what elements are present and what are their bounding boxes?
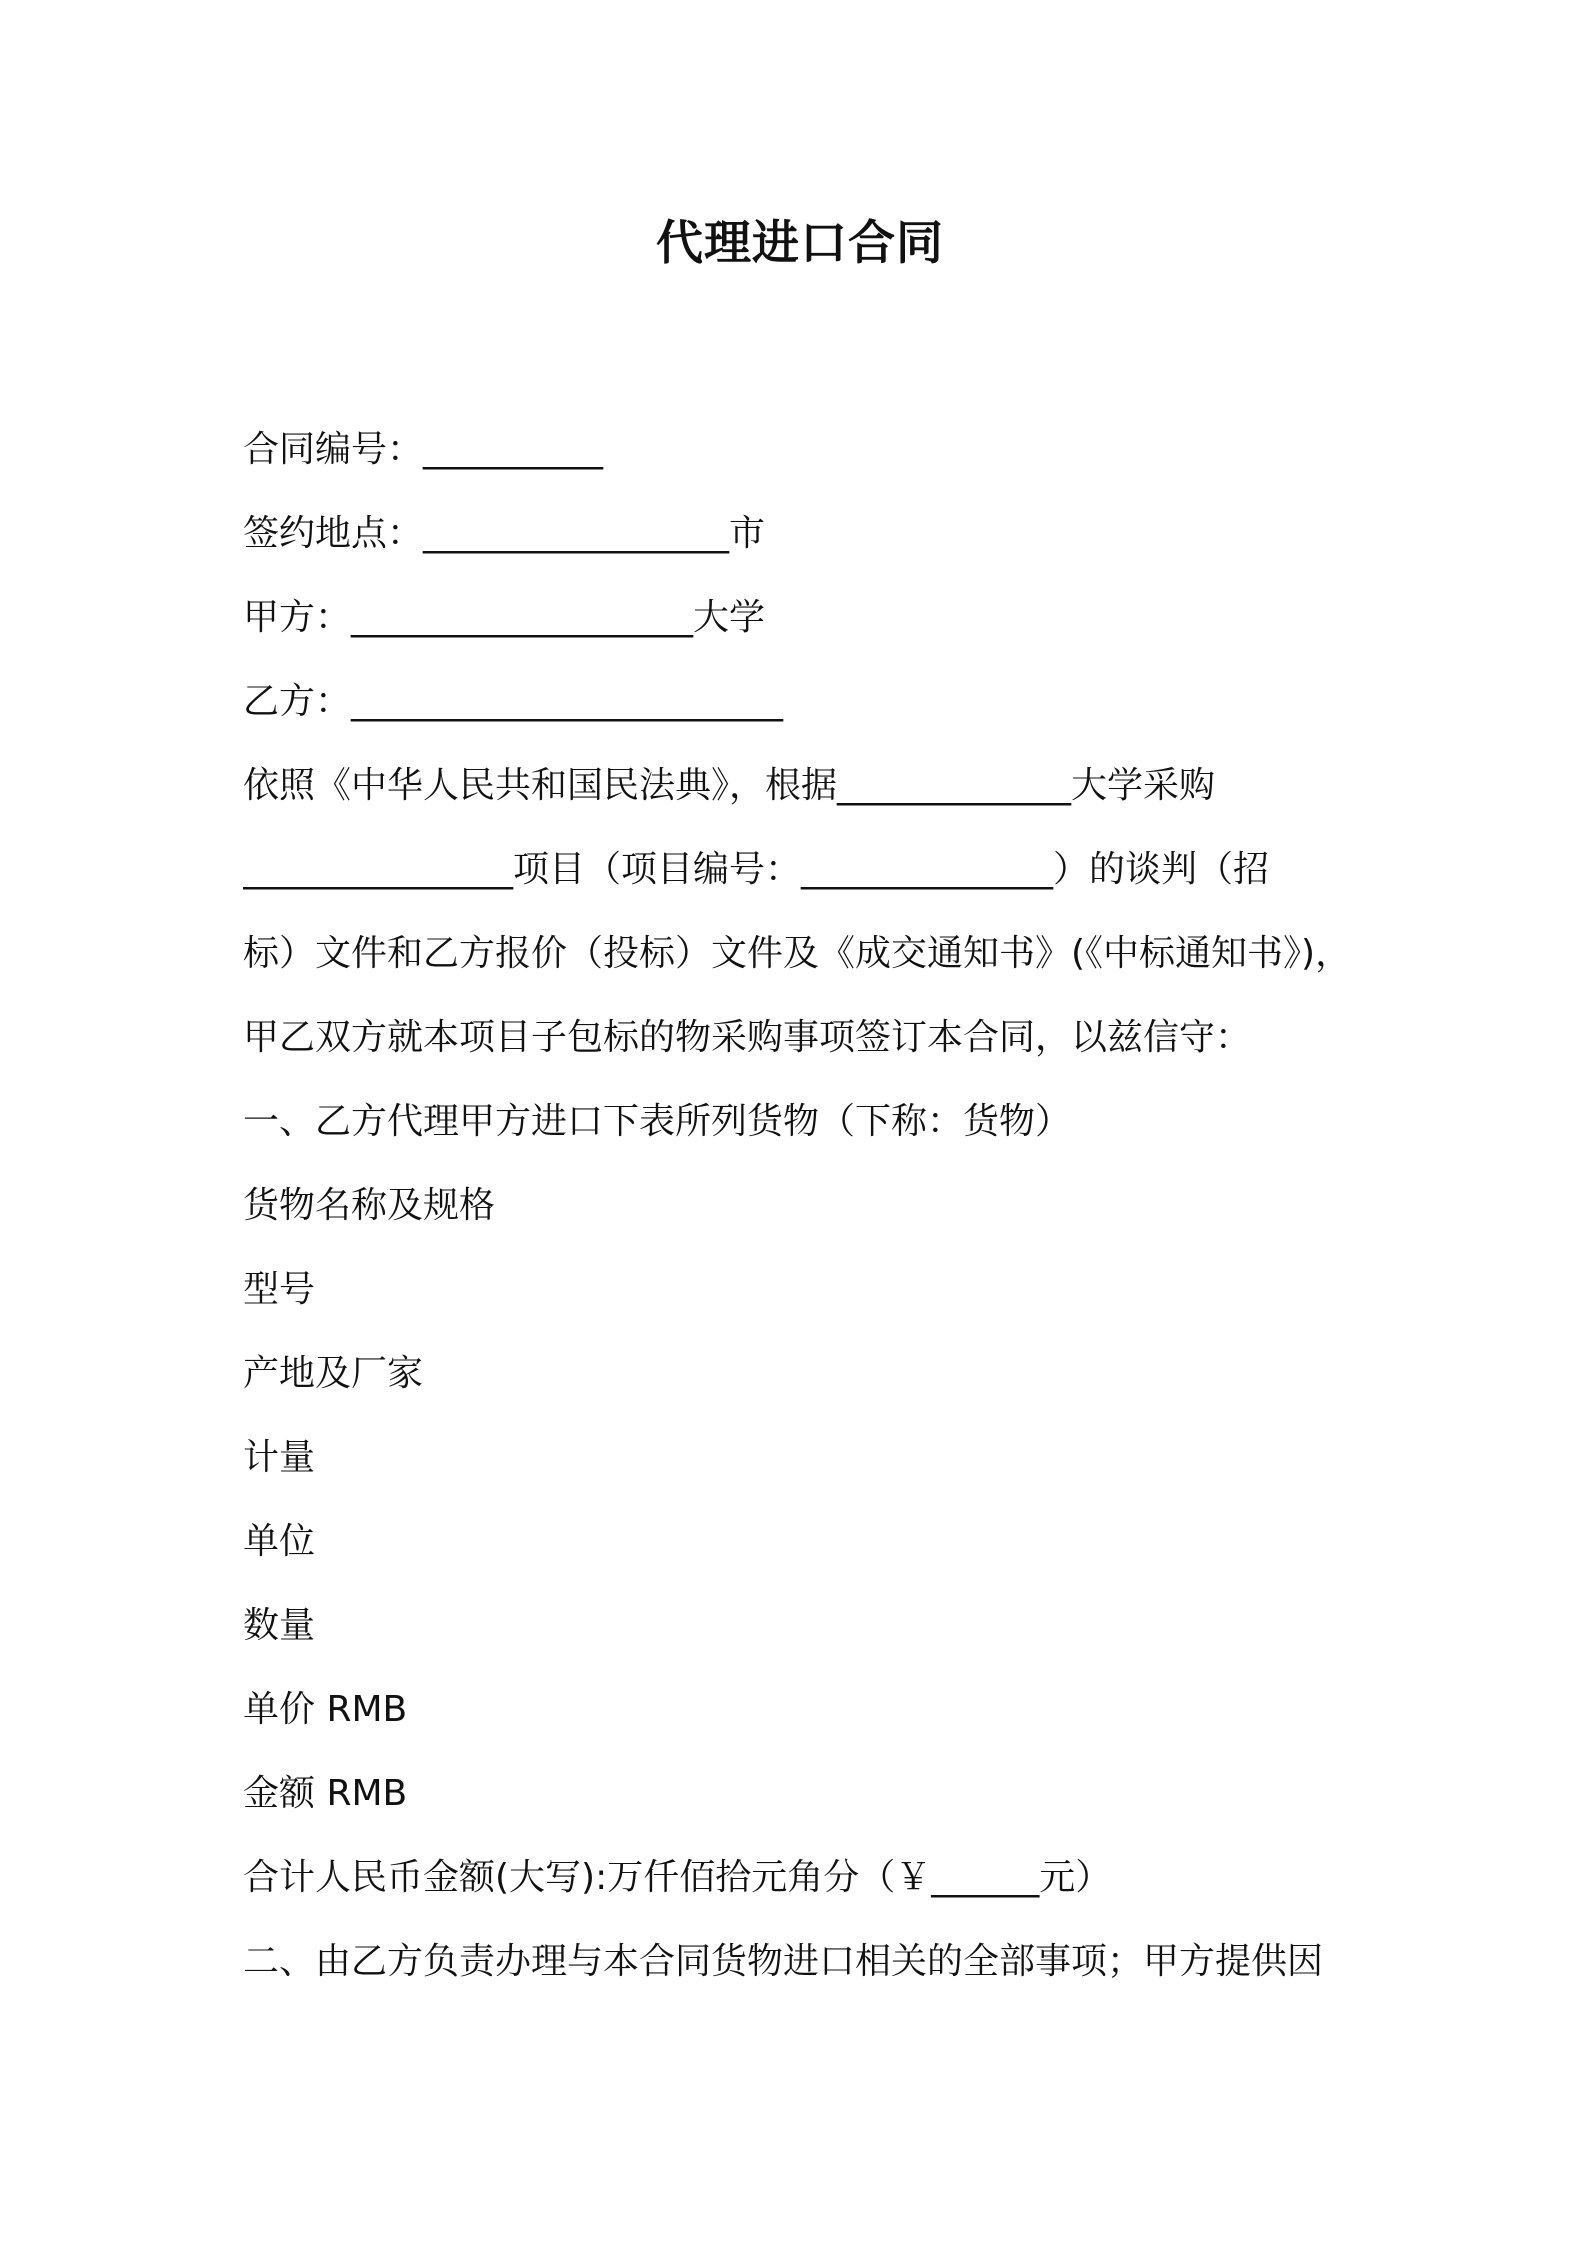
preamble-line-4: 甲乙双方就本项目子包标的物采购事项签订本合同，以兹信守： — [243, 1017, 1252, 1058]
signing-place-line: 签约地点：_________________市 — [243, 513, 766, 554]
goods-field-origin-manufacturer: 产地及厂家 — [243, 1353, 424, 1394]
total-amount-line: 合计人民币金额(大写):万仟佰拾元角分（￥______元） — [243, 1857, 1112, 1898]
goods-field-amount: 金额 RMB — [243, 1773, 408, 1814]
preamble-line-2: _______________项目（项目编号：______________）的谈判（招 — [243, 849, 1270, 890]
section-1-heading: 一、乙方代理甲方进口下表所列货物（下称：货物） — [243, 1101, 1072, 1142]
document-title: 代理进口合同 — [656, 216, 944, 271]
goods-field-name-spec: 货物名称及规格 — [243, 1185, 496, 1226]
preamble-line-1: 依照《中华人民共和国民法典》，根据_____________大学采购 — [243, 765, 1216, 806]
preamble-line-3: 标）文件和乙方报价（投标）文件及《成交通知书》(《中标通知书》)， — [243, 933, 1352, 974]
section-2-line-1: 二、由乙方负责办理与本合同货物进口相关的全部事项；甲方提供因 — [243, 1941, 1324, 1982]
party-b-line: 乙方：________________________ — [243, 681, 784, 722]
goods-field-quantity: 数量 — [243, 1605, 316, 1646]
goods-field-unit: 单位 — [243, 1521, 316, 1562]
goods-field-measurement: 计量 — [243, 1437, 316, 1478]
goods-field-unit-price: 单价 RMB — [243, 1689, 408, 1730]
party-a-line: 甲方：___________________大学 — [243, 597, 766, 638]
contract-number-line: 合同编号：__________ — [243, 429, 604, 470]
goods-field-model: 型号 — [243, 1269, 316, 1310]
document-body — [243, 408, 1363, 2004]
